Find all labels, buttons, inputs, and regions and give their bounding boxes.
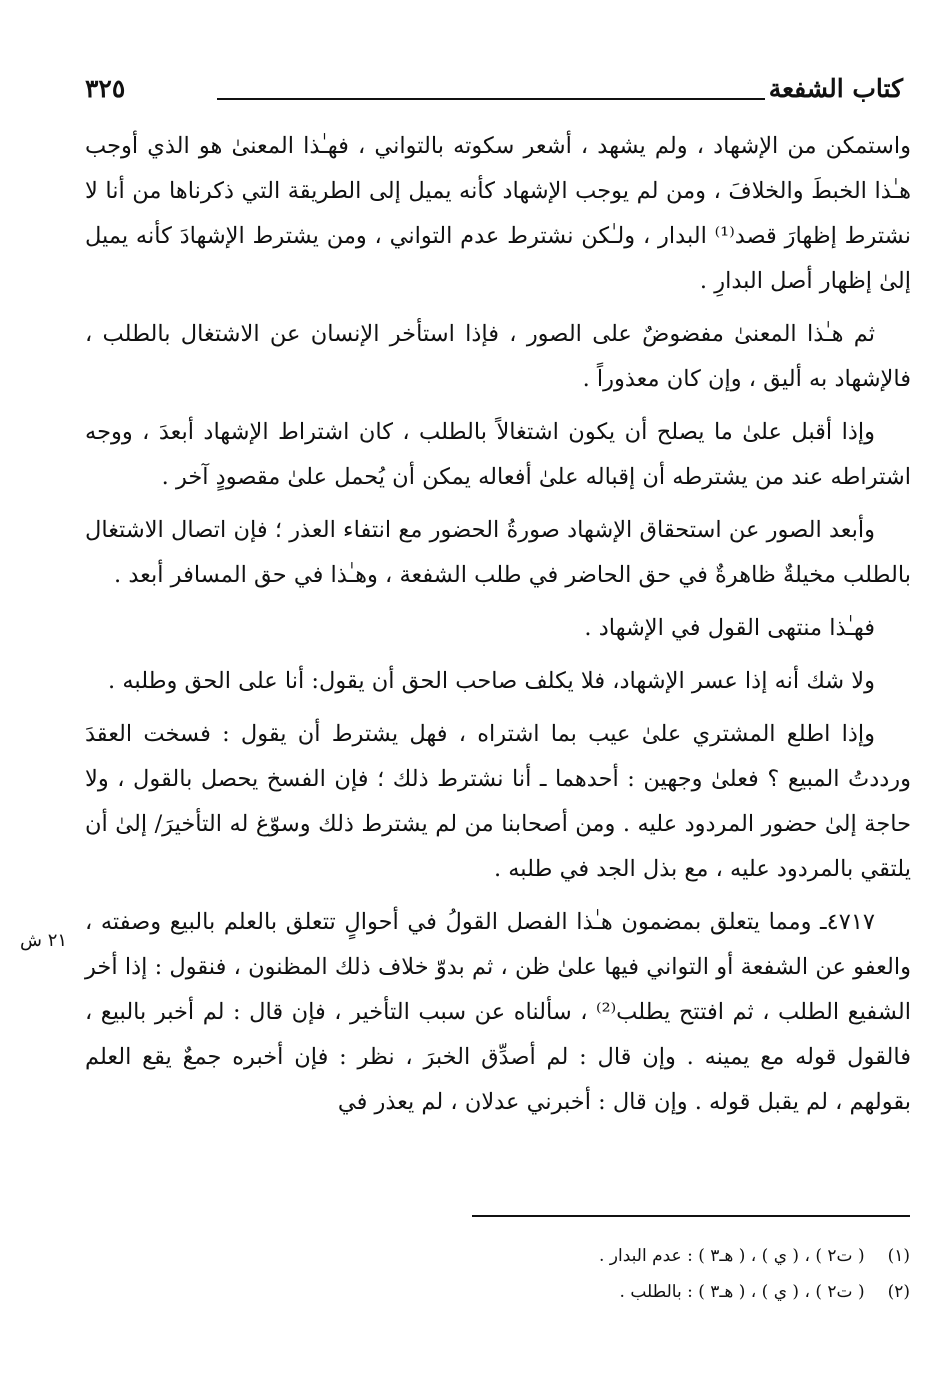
paragraph: وإذا أقبل علىٰ ما يصلح أن يكون اشتغالاً بالطلب ، كان اشتراط الإشهاد أبعدَ ، ووجه اشتراطه عند من يشترطه أن إقباله علىٰ أفعاله يمكن أن يُحمل علىٰ مقصودٍ آخر . — [85, 419, 911, 490]
paragraph: ولا شك أنه إذا عسر الإشهاد، فلا يكلف صاحب الحق أن يقول: أنا على الحق وطلبه . — [108, 668, 875, 694]
paragraph: فهـٰذا منتهى القول في الإشهاد . — [584, 615, 875, 641]
book-page — [40, 0, 911, 1393]
paragraph: وإذا اطلع المشتري علىٰ عيب بما اشتراه ، فهل يشترط أن يقول : فسخت العقدَ ورددتُ المبيع ؟ فعلىٰ وجهين : أحدهما ـ أنا نشترط ذلك ؛ فإن الفسخ يحصل بالقول ، ولا حاجة إلىٰ حضور المردود عليه . ومن أصحابنا من لم يشترط ذلك وسوّغ له التأخيرَ/ إلىٰ أن يلتقي بالمردود عليه ، مع بذل الجد في طلبه . — [85, 721, 911, 882]
footnotes — [340, 1238, 910, 1310]
footnote — [340, 1238, 910, 1274]
paragraph: وأبعد الصور عن استحقاق الإشهاد صورةُ الحضور مع انتفاء العذر ؛ فإن اتصال الاشتغال بالطلب مخيلةٌ ظاهرةٌ في حق الحاضر في طلب الشفعة ، وهـٰذا في حق المسافر أبعد . — [85, 517, 911, 588]
footnote-text: ( ت٢ ) ، ( ي ) ، ( هـ٣ ) : عدم البدار . — [599, 1246, 865, 1266]
main-text — [85, 124, 911, 1133]
footnote-rule — [472, 1215, 910, 1217]
footnote-number: (٢) — [887, 1282, 910, 1302]
chapter-title: كتاب الشفعة — [768, 74, 903, 103]
footnote-number: (١) — [887, 1246, 910, 1266]
paragraph: ٤٧١٧ـ ومما يتعلق بمضمون هـٰذا الفصل القولُ في أحوالٍ تتعلق بالعلم بالبيع وصفته ، والعفو عن الشفعة أو التواني فيها علىٰ ظن ، ثم بدوّ خلاف ذلك المظنون ، فنقول : إذا أخر الشفيع الطلب ، ثم افتتح يطلب⁽²⁾ ، سألناه عن سبب التأخير ، فإن قال : لم أخبر بالبيع ، فالقول قوله مع يمينه . وإن قال : لم أصدِّق الخبرَ ، نظر : فإن أخبره جمعٌ يقع العلم بقولهم ، لم يقبل قوله . وإن قال : أخبرني عدلان ، لم يعذر في — [85, 909, 911, 1115]
footnote — [340, 1274, 910, 1310]
manuscript-folio-note: ٢١ ش — [20, 930, 68, 951]
running-header — [85, 70, 903, 120]
paragraph: واستمكن من الإشهاد ، ولم يشهد ، أشعر سكوته بالتواني ، فهـٰذا المعنىٰ هو الذي أوجب هـٰذا الخبطَ والخلافَ ، ومن لم يوجب الإشهاد كأنه يميل إلى الطريقة التي ذكرناها من أنا لا نشترط إظهارَ قصد⁽¹⁾ البدار ، ولـٰكن نشترط عدم التواني ، ومن يشترط الإشهادَ كأنه يميل إلىٰ إظهار أصل البدارِ . — [85, 133, 911, 294]
paragraph: ثم هـٰذا المعنىٰ مفضوضٌ على الصور ، فإذا استأخر الإنسان عن الاشتغال بالطلب ، فالإشهاد به أليق ، وإن كان معذوراً . — [85, 321, 911, 392]
footnote-text: ( ت٢ ) ، ( ي ) ، ( هـ٣ ) : بالطلب . — [619, 1282, 865, 1302]
header-rule — [217, 98, 765, 100]
page-number: ٣٢٥ — [85, 74, 126, 103]
